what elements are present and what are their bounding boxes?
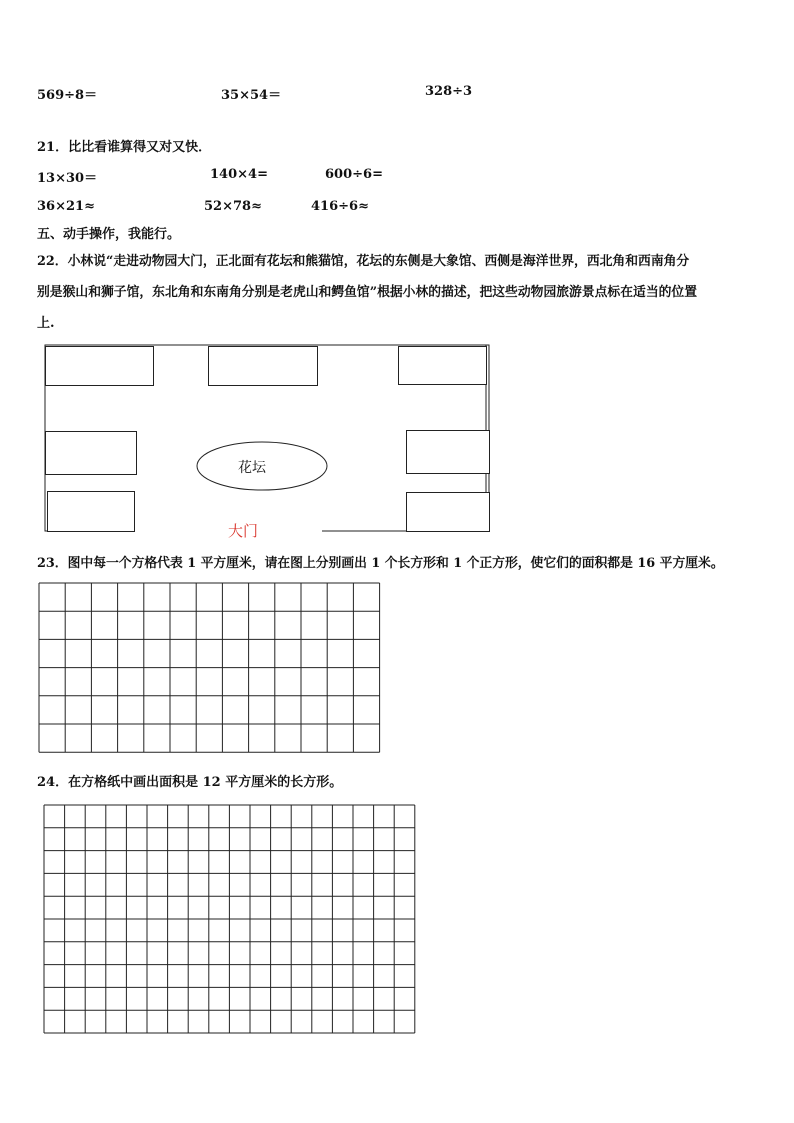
expr-328-div-3: 328÷3 — [425, 84, 473, 99]
q22-line-3: 上. — [37, 316, 55, 331]
expr-35-times-54: 35×54＝ — [221, 88, 282, 103]
gate-label: 大门 — [228, 522, 259, 540]
q21-title: 21．比比看谁算得又对又快． — [37, 140, 212, 155]
q21-expr-2: 140×4= — [210, 167, 268, 182]
flowerbed-label: 花坛 — [238, 460, 266, 476]
q24-title: 24．在方格纸中画出面积是 12 平方厘米的长方形。 — [37, 775, 343, 790]
q21-expr-4: 36×21≈ — [37, 199, 95, 214]
q22-line-2: 别是猴山和狮子馆，东北角和东南角分别是老虎山和鳄鱼馆”根据小林的描述，把这些动物园旅游景点标在适当的位置 — [37, 285, 698, 300]
q23-title: 23．图中每一个方格代表 1 平方厘米，请在图上分别画出 1 个长方形和 1 个正方形，使它们的面积都是 16 平方厘米。 — [37, 556, 724, 571]
q21-expr-3: 600÷6= — [325, 167, 383, 182]
q21-expr-1: 13×30＝ — [37, 171, 98, 186]
section-5-heading: 五、动手操作，我能行。 — [37, 227, 181, 242]
expr-569-div-8: 569÷8＝ — [37, 88, 98, 103]
q21-expr-5: 52×78≈ — [204, 199, 262, 214]
q21-expr-6: 416÷6≈ — [311, 199, 369, 214]
q22-line-1: 22．小林说“走进动物园大门，正北面有花坛和熊猫馆，花坛的东侧是大象馆、西侧是海洋世界，西北角和西南角分 — [37, 254, 690, 269]
